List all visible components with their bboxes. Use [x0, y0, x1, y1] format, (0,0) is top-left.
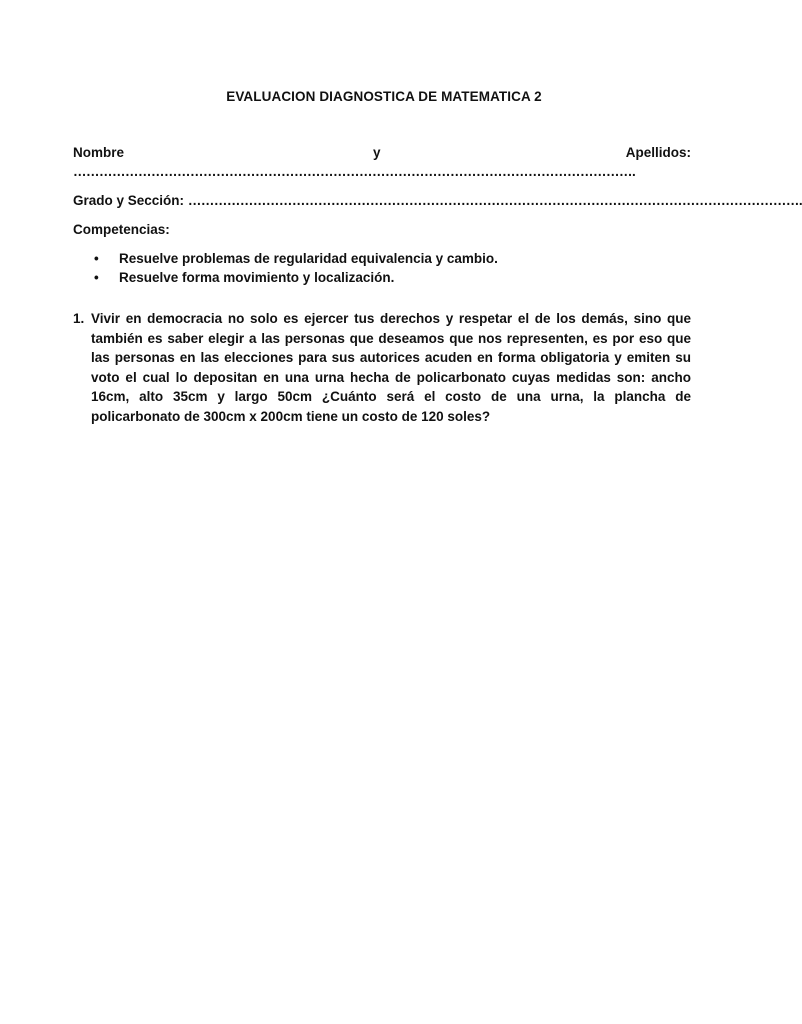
y-connector: y	[373, 145, 381, 160]
grado-seccion-row	[73, 193, 802, 208]
list-item	[73, 270, 498, 289]
list-item	[73, 251, 498, 270]
name-field-row	[73, 145, 691, 163]
competencias-heading: Competencias:	[73, 222, 170, 237]
question-1	[73, 309, 691, 427]
bullet-icon: •	[94, 251, 99, 266]
competencia-text: Resuelve problemas de regularidad equivalencia y cambio.	[119, 251, 498, 266]
page-title: EVALUACION DIAGNOSTICA DE MATEMATICA 2	[226, 89, 542, 104]
nombre-label: Nombre	[73, 145, 125, 160]
grado-seccion-fill-line: …………………………………………………………………………………………………………………………….	[187, 193, 802, 208]
name-fill-line: ………………………………………………………………………………………………………………….	[73, 164, 636, 179]
bullet-icon: •	[94, 270, 99, 285]
grado-seccion-label: Grado y Sección:	[73, 193, 185, 208]
competencias-list	[73, 251, 498, 289]
question-text: Vivir en democracia no solo es ejercer tus derechos y respetar el de los demás, sino que también es saber elegir a las personas que deseamos que nos representen, es por eso que las personas en las elecciones para sus autorices acuden en forma obligatoria y emiten su voto el cual lo depositan en una urna hecha de policarbonato cuyas medidas son: ancho 16cm, alto 35cm y largo 50cm ¿Cuánto será el costo de una urna, la plancha de policarbonato de 300cm x 200cm tiene un costo de 120 soles?	[91, 311, 691, 424]
apellidos-label: Apellidos:	[625, 145, 691, 160]
question-number: 1.	[73, 311, 85, 326]
competencia-text: Resuelve forma movimiento y localización.	[119, 270, 395, 285]
